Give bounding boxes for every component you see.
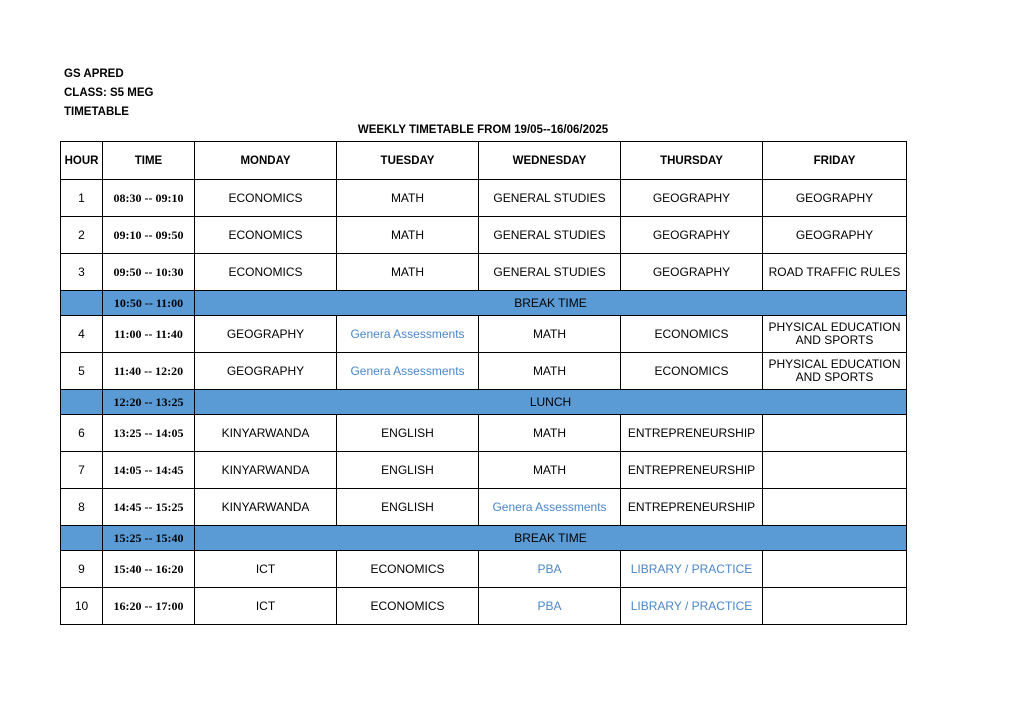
period-row (61, 452, 907, 489)
subject-cell-tuesday: ENGLISH (337, 452, 479, 489)
time-cell: 16:20 -- 17:00 (103, 588, 195, 625)
subject-cell-friday: PHYSICAL EDUCATION AND SPORTS (763, 316, 907, 353)
time-cell: 13:25 -- 14:05 (103, 415, 195, 452)
hour-cell: 10 (61, 588, 103, 625)
hour-cell: 5 (61, 353, 103, 390)
subject-cell-wednesday: GENERAL STUDIES (479, 180, 621, 217)
time-cell: 11:40 -- 12:20 (103, 353, 195, 390)
subject-cell-monday: KINYARWANDA (195, 489, 337, 526)
subject-cell-thursday: ENTREPRENEURSHIP (621, 452, 763, 489)
time-cell: 08:30 -- 09:10 (103, 180, 195, 217)
class-label: CLASS: S5 MEG (64, 87, 154, 99)
school-name: GS APRED (64, 68, 124, 80)
subject-cell-friday: ROAD TRAFFIC RULES (763, 254, 907, 291)
subject-cell-wednesday: GENERAL STUDIES (479, 217, 621, 254)
subject-cell-friday (763, 551, 907, 588)
subject-cell-thursday: ENTREPRENEURSHIP (621, 415, 763, 452)
subject-cell-thursday: GEOGRAPHY (621, 254, 763, 291)
period-row (61, 489, 907, 526)
timetable-title: WEEKLY TIMETABLE FROM 19/05--16/06/2025 (357, 124, 609, 136)
subject-cell-wednesday: Genera Assessments (479, 489, 621, 526)
subject-cell-tuesday: MATH (337, 217, 479, 254)
break-hour-cell (61, 390, 103, 415)
subject-cell-tuesday: Genera Assessments (337, 316, 479, 353)
subject-cell-monday: ICT (195, 588, 337, 625)
header-row (61, 142, 907, 180)
break-hour-cell (61, 526, 103, 551)
subject-cell-monday: KINYARWANDA (195, 452, 337, 489)
subject-cell-friday: PHYSICAL EDUCATION AND SPORTS (763, 353, 907, 390)
break-time-cell: 12:20 -- 13:25 (103, 390, 195, 415)
subject-cell-thursday: LIBRARY / PRACTICE (621, 551, 763, 588)
period-row (61, 415, 907, 452)
subject-cell-thursday: ENTREPRENEURSHIP (621, 489, 763, 526)
subject-cell-friday (763, 588, 907, 625)
break-row (61, 390, 907, 415)
subject-cell-tuesday: ENGLISH (337, 415, 479, 452)
hour-cell: 9 (61, 551, 103, 588)
subject-cell-friday (763, 452, 907, 489)
break-time-cell: 15:25 -- 15:40 (103, 526, 195, 551)
subject-cell-wednesday: MATH (479, 415, 621, 452)
subject-cell-thursday: ECONOMICS (621, 353, 763, 390)
column-header-monday: MONDAY (195, 142, 337, 180)
subject-cell-thursday: GEOGRAPHY (621, 217, 763, 254)
subject-cell-monday: ECONOMICS (195, 180, 337, 217)
column-header-hour: HOUR (61, 142, 103, 180)
subject-cell-monday: ICT (195, 551, 337, 588)
subject-cell-thursday: GEOGRAPHY (621, 180, 763, 217)
subject-cell-tuesday: ECONOMICS (337, 551, 479, 588)
subject-cell-tuesday: Genera Assessments (337, 353, 479, 390)
subject-cell-friday: GEOGRAPHY (763, 217, 907, 254)
time-cell: 09:50 -- 10:30 (103, 254, 195, 291)
subject-cell-monday: GEOGRAPHY (195, 353, 337, 390)
document-type: TIMETABLE (64, 106, 129, 118)
subject-cell-tuesday: ECONOMICS (337, 588, 479, 625)
column-header-time: TIME (103, 142, 195, 180)
hour-cell: 3 (61, 254, 103, 291)
break-label: LUNCH (195, 390, 907, 415)
subject-cell-wednesday: PBA (479, 551, 621, 588)
break-row (61, 526, 907, 551)
period-row (61, 217, 907, 254)
period-row (61, 551, 907, 588)
subject-cell-wednesday: MATH (479, 452, 621, 489)
hour-cell: 7 (61, 452, 103, 489)
hour-cell: 8 (61, 489, 103, 526)
subject-cell-wednesday: GENERAL STUDIES (479, 254, 621, 291)
subject-cell-monday: GEOGRAPHY (195, 316, 337, 353)
period-row (61, 316, 907, 353)
time-cell: 15:40 -- 16:20 (103, 551, 195, 588)
subject-cell-wednesday: MATH (479, 316, 621, 353)
hour-cell: 4 (61, 316, 103, 353)
subject-cell-monday: KINYARWANDA (195, 415, 337, 452)
time-cell: 11:00 -- 11:40 (103, 316, 195, 353)
timetable-table (60, 141, 907, 625)
break-label: BREAK TIME (195, 526, 907, 551)
break-row (61, 291, 907, 316)
period-row (61, 254, 907, 291)
subject-cell-tuesday: MATH (337, 180, 479, 217)
subject-cell-monday: ECONOMICS (195, 217, 337, 254)
subject-cell-thursday: ECONOMICS (621, 316, 763, 353)
timetable-body (61, 180, 907, 625)
subject-cell-tuesday: ENGLISH (337, 489, 479, 526)
subject-cell-wednesday: MATH (479, 353, 621, 390)
hour-cell: 2 (61, 217, 103, 254)
subject-cell-thursday: LIBRARY / PRACTICE (621, 588, 763, 625)
period-row (61, 180, 907, 217)
break-hour-cell (61, 291, 103, 316)
subject-cell-wednesday: PBA (479, 588, 621, 625)
subject-cell-friday (763, 415, 907, 452)
column-header-thursday: THURSDAY (621, 142, 763, 180)
hour-cell: 1 (61, 180, 103, 217)
period-row (61, 588, 907, 625)
subject-cell-tuesday: MATH (337, 254, 479, 291)
period-row (61, 353, 907, 390)
time-cell: 14:05 -- 14:45 (103, 452, 195, 489)
subject-cell-friday: GEOGRAPHY (763, 180, 907, 217)
break-label: BREAK TIME (195, 291, 907, 316)
subject-cell-friday (763, 489, 907, 526)
hour-cell: 6 (61, 415, 103, 452)
column-header-wednesday: WEDNESDAY (479, 142, 621, 180)
time-cell: 09:10 -- 09:50 (103, 217, 195, 254)
break-time-cell: 10:50 -- 11:00 (103, 291, 195, 316)
column-header-friday: FRIDAY (763, 142, 907, 180)
time-cell: 14:45 -- 15:25 (103, 489, 195, 526)
column-header-tuesday: TUESDAY (337, 142, 479, 180)
subject-cell-monday: ECONOMICS (195, 254, 337, 291)
